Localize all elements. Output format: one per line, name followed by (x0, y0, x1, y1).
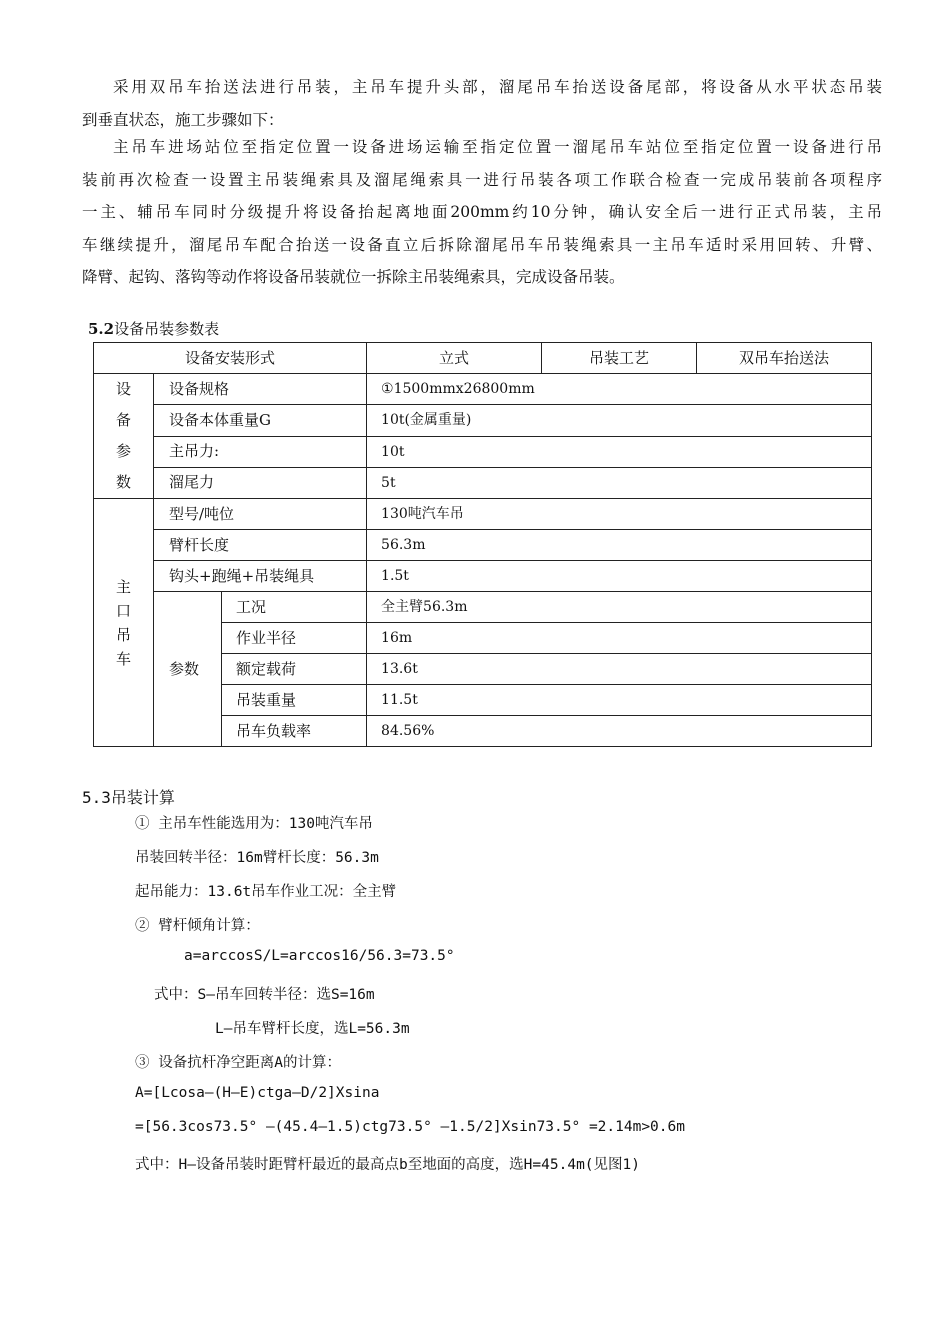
craft-value: 双吊车抬送法 (697, 343, 872, 374)
param-value: 13.6t (367, 654, 872, 685)
table-caption (88, 318, 219, 339)
craft-label: 吊装工艺 (542, 343, 697, 374)
row-label: 设备规格 (154, 374, 367, 405)
install-form-value: 立式 (367, 343, 542, 374)
table-row (94, 561, 872, 592)
lifting-parameter-table (93, 342, 872, 747)
steps-line: 车继续提升，溜尾吊车配合抬送一设备直立后拆除溜尾吊车吊装绳索具一主吊车适时采用回转、升臂、 (82, 235, 882, 254)
param-label: 作业半径 (222, 623, 367, 654)
calc-line: L—吊车臂杆长度，选L=56.3m (215, 1021, 410, 1037)
group-char: 备 (115, 411, 131, 429)
formula-line: =[56.3cos73.5° —(45.4—1.5)ctg73.5° —1.5/2]Xsin73.5° =2.14m>0.6m (135, 1119, 685, 1135)
calc-line: ② 臂杆倾角计算： (135, 918, 260, 934)
calc-line: 吊装回转半径：16m臂杆长度：56.3m (135, 850, 379, 866)
formula-line: A=[Lcosa—(H—E)ctga—D/2]Xsina (135, 1085, 380, 1101)
group-char: 口 (115, 601, 131, 620)
row-value: 10t (367, 436, 872, 467)
row-label: 设备本体重量G (154, 405, 367, 436)
install-form-label: 设备安装形式 (94, 343, 367, 374)
group-char: 参 (115, 442, 131, 460)
row-label: 钩头+跑绳+吊装绳具 (154, 561, 367, 592)
param-value: 84.56% (367, 716, 872, 747)
section-title: 5.3吊装计算 (82, 788, 175, 807)
calc-line: 起吊能力：13.6t吊车作业工况：全主臂 (135, 884, 397, 900)
row-label: 型号/吨位 (154, 499, 367, 530)
table-row (94, 374, 872, 405)
row-label: 主吊力: (154, 436, 367, 467)
row-value: 1.5t (367, 561, 872, 592)
intro-paragraph (82, 71, 882, 136)
group-char: 数 (115, 473, 131, 491)
params-label: 参数 (154, 592, 222, 747)
calc-line: 式中：S—吊车回转半径：选S=16m (154, 987, 375, 1003)
table-row (94, 499, 872, 530)
param-label: 额定载荷 (222, 654, 367, 685)
table-row (94, 592, 872, 623)
row-value: 5t (367, 467, 872, 498)
param-value: 16m (367, 623, 872, 654)
row-value: 10t(金属重量) (367, 405, 872, 436)
table-header-row (94, 343, 872, 374)
param-label: 工况 (222, 592, 367, 623)
main-crane-group-label (94, 499, 154, 747)
steps-line: 装前再次检查一设置主吊装绳索具及溜尾绳索具一进行吊装各项工作联合检查一完成吊装前各项程序 (82, 170, 882, 189)
steps-line: 主吊车进场站位至指定位置一设备进场运输至指定位置一溜尾吊车站位至指定位置一设备进行吊 (113, 138, 882, 156)
param-label: 吊装重量 (222, 685, 367, 716)
calc-line: 式中：H—设备吊装时距臂杆最近的最高点b至地面的高度，选H=45.4m(见图1) (135, 1157, 640, 1173)
intro-line: 到垂直状态，施工步骤如下： (82, 110, 284, 129)
param-value: 11.5t (367, 685, 872, 716)
calc-line: ③ 设备抗杆净空距离A的计算： (135, 1055, 341, 1071)
row-value: 130吨汽车吊 (367, 499, 872, 530)
steps-line: 降臂、起钩、落钩等动作将设备吊装就位一拆除主吊装绳索具，完成设备吊装。 (82, 268, 625, 286)
table-row (94, 530, 872, 561)
group-char: 吊 (115, 625, 131, 644)
table-row (94, 405, 872, 436)
table-row (94, 467, 872, 498)
group-char: 设 (115, 380, 131, 398)
param-label: 吊车负载率 (222, 716, 367, 747)
row-label: 臂杆长度 (154, 530, 367, 561)
group-char: 车 (115, 649, 131, 668)
group-char: 主 (115, 577, 131, 596)
steps-paragraph (82, 131, 882, 294)
intro-line: 采用双吊车抬送法进行吊装，主吊车提升头部，溜尾吊车抬送设备尾部，将设备从水平状态吊装 (113, 78, 882, 96)
calc-line: ① 主吊车性能选用为：130吨汽车吊 (135, 816, 373, 832)
row-label: 溜尾力 (154, 467, 367, 498)
row-value: ①1500mmx26800mm (367, 374, 872, 405)
table-caption-number: 5.2 (88, 320, 115, 338)
table-row (94, 436, 872, 467)
param-value: 全主臂56.3m (367, 592, 872, 623)
steps-line: 一主、辅吊车同时分级提升将设备抬起离地面200mm约10分钟，确认安全后一进行正式吊装，主吊 (82, 203, 882, 221)
formula-line: a=arccosS/L=arccos16/56.3=73.5° (184, 948, 455, 964)
table-caption-text: 设备吊装参数表 (114, 320, 220, 338)
equipment-group-label (94, 374, 154, 499)
row-value: 56.3m (367, 530, 872, 561)
